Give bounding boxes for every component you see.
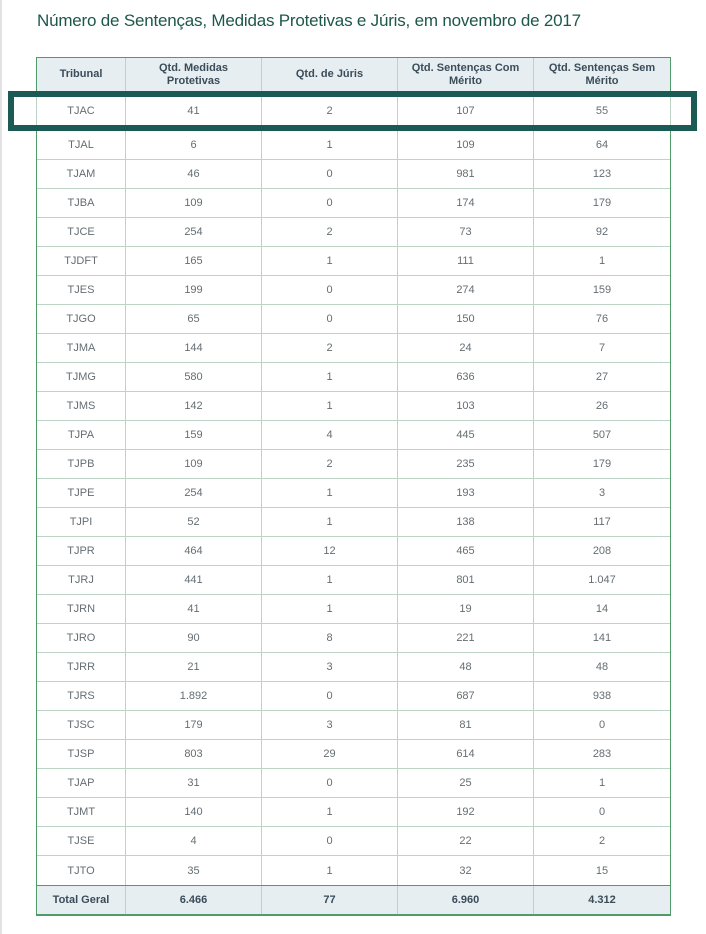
- value-cell: 0: [262, 189, 398, 217]
- table-row: [37, 856, 670, 885]
- table-row: [37, 711, 670, 740]
- value-cell: 29: [262, 740, 398, 768]
- value-cell: 441: [126, 566, 262, 594]
- table-row: [37, 247, 670, 276]
- value-cell: 142: [126, 392, 262, 420]
- value-cell: 179: [126, 711, 262, 739]
- value-cell: 8: [262, 624, 398, 652]
- value-cell: 65: [126, 305, 262, 333]
- tribunal-cell: TJTO: [37, 856, 126, 885]
- value-cell: 165: [126, 247, 262, 275]
- value-cell: 48: [398, 653, 534, 681]
- value-cell: 31: [126, 769, 262, 797]
- value-cell: 1: [262, 595, 398, 623]
- value-cell: 2: [262, 218, 398, 246]
- value-cell: 0: [262, 769, 398, 797]
- value-cell: 580: [126, 363, 262, 391]
- page-edge-line: [0, 0, 2, 934]
- value-cell: 1: [598, 255, 606, 267]
- table-header-row: [36, 57, 671, 91]
- value-cell: 35: [126, 856, 262, 885]
- table-row: [37, 334, 670, 363]
- value-cell: 1: [262, 479, 398, 507]
- value-cell: 1: [262, 131, 398, 159]
- value-cell: 801: [398, 566, 534, 594]
- value-cell: 221: [398, 624, 534, 652]
- value-cell: 1: [262, 363, 398, 391]
- table-row: [37, 798, 670, 827]
- value-cell: 1.892: [126, 682, 262, 710]
- tribunal-cell: TJSC: [37, 711, 126, 739]
- tribunal-cell: TJPE: [37, 479, 126, 507]
- tribunal-cell: TJRS: [37, 682, 126, 710]
- tribunal-cell: TJAP: [37, 769, 126, 797]
- tribunal-cell: TJMA: [37, 334, 126, 362]
- value-cell: 103: [398, 392, 534, 420]
- value-cell: 2: [262, 334, 398, 362]
- value-cell: 0: [598, 719, 606, 731]
- tribunal-cell: TJRN: [37, 595, 126, 623]
- table-row: [37, 160, 670, 189]
- table-row: [37, 595, 670, 624]
- table-row: [37, 479, 670, 508]
- value-cell: 90: [126, 624, 262, 652]
- column-header-tribunal: Tribunal: [37, 58, 126, 91]
- value-cell: 4: [126, 827, 262, 855]
- tribunal-cell: TJGO: [37, 305, 126, 333]
- value-cell: 3: [598, 487, 606, 499]
- value-cell: 1: [598, 777, 606, 789]
- tribunal-cell: TJPI: [37, 508, 126, 536]
- value-cell: 144: [126, 334, 262, 362]
- value-cell: 1.047: [588, 574, 616, 586]
- tribunal-cell: TJPA: [37, 421, 126, 449]
- table-row: [37, 189, 670, 218]
- value-cell: 109: [126, 189, 262, 217]
- value-cell: 140: [126, 798, 262, 826]
- value-cell: 73: [398, 218, 534, 246]
- tribunal-cell: TJRO: [37, 624, 126, 652]
- column-header-juris: Qtd. de Júris: [262, 58, 398, 91]
- value-cell: 2: [262, 97, 398, 125]
- tribunal-cell: TJPR: [37, 537, 126, 565]
- table-row: [37, 624, 670, 653]
- sentencas-table: [36, 57, 671, 916]
- value-cell: 636: [398, 363, 534, 391]
- value-cell: 12: [262, 537, 398, 565]
- highlight-frame-tjac: [8, 91, 697, 131]
- value-cell: 614: [398, 740, 534, 768]
- tribunal-cell: TJES: [37, 276, 126, 304]
- value-cell: 48: [595, 661, 609, 673]
- value-cell: 1: [262, 508, 398, 536]
- table-row: [37, 450, 670, 479]
- value-cell: 274: [398, 276, 534, 304]
- tribunal-cell: TJRJ: [37, 566, 126, 594]
- total-medidas-protetivas: 6.466: [126, 886, 262, 914]
- value-cell: 81: [398, 711, 534, 739]
- value-cell: 52: [126, 508, 262, 536]
- value-cell: 1: [262, 392, 398, 420]
- value-cell: 0: [262, 160, 398, 188]
- value-cell: 64: [595, 139, 609, 151]
- value-cell: 465: [398, 537, 534, 565]
- value-cell: 2: [598, 835, 606, 847]
- total-row: [36, 885, 671, 916]
- column-header-medidas-protetivas: Qtd. Medidas Protetivas: [126, 58, 262, 91]
- value-cell: 24: [398, 334, 534, 362]
- value-cell: 507: [592, 429, 612, 441]
- value-cell: 938: [592, 690, 612, 702]
- value-cell: 445: [398, 421, 534, 449]
- table-row: [37, 421, 670, 450]
- value-cell: 199: [126, 276, 262, 304]
- table-row: [37, 392, 670, 421]
- tribunal-cell: TJAM: [37, 160, 126, 188]
- value-cell: 111: [398, 247, 534, 275]
- value-cell: 803: [126, 740, 262, 768]
- value-cell: 0: [262, 305, 398, 333]
- value-cell: 55: [595, 105, 609, 117]
- value-cell: 981: [398, 160, 534, 188]
- value-cell: 687: [398, 682, 534, 710]
- value-cell: 138: [398, 508, 534, 536]
- value-cell: 179: [592, 197, 612, 209]
- value-cell: 76: [595, 313, 609, 325]
- value-cell: 0: [262, 827, 398, 855]
- tribunal-cell: TJPB: [37, 450, 126, 478]
- value-cell: 174: [398, 189, 534, 217]
- value-cell: 1: [262, 856, 398, 885]
- value-cell: 41: [126, 595, 262, 623]
- value-cell: 19: [398, 595, 534, 623]
- value-cell: 107: [398, 97, 534, 125]
- value-cell: 32: [398, 856, 534, 885]
- value-cell: 46: [126, 160, 262, 188]
- value-cell: 7: [598, 342, 606, 354]
- table-row: [37, 305, 670, 334]
- value-cell: 25: [398, 769, 534, 797]
- tribunal-cell: TJMT: [37, 798, 126, 826]
- value-cell: 41: [126, 97, 262, 125]
- value-cell: 26: [595, 400, 609, 412]
- table-row: [37, 769, 670, 798]
- tribunal-cell: TJSP: [37, 740, 126, 768]
- tribunal-cell: TJAC: [37, 97, 126, 125]
- tribunal-cell: TJSE: [37, 827, 126, 855]
- table-row: [37, 740, 670, 769]
- value-cell: 3: [262, 653, 398, 681]
- total-sentencas-sem-merito: 4.312: [588, 894, 616, 906]
- value-cell: 141: [592, 632, 612, 644]
- table-row: [37, 682, 670, 711]
- highlighted-row: [36, 97, 671, 125]
- table-row: [37, 566, 670, 595]
- table-row: [37, 276, 670, 305]
- value-cell: 208: [592, 545, 612, 557]
- total-sentencas-com-merito: 6.960: [398, 886, 534, 914]
- value-cell: 6: [126, 131, 262, 159]
- value-cell: 15: [595, 864, 609, 877]
- value-cell: 192: [398, 798, 534, 826]
- value-cell: 4: [262, 421, 398, 449]
- tribunal-cell: TJMS: [37, 392, 126, 420]
- total-label: Total Geral: [37, 886, 126, 914]
- column-header-sentencas-com-merito: Qtd. Sentenças Com Mérito: [398, 58, 534, 91]
- table-row: [37, 218, 670, 247]
- value-cell: 3: [262, 711, 398, 739]
- value-cell: 27: [595, 371, 609, 383]
- value-cell: 92: [595, 226, 609, 238]
- value-cell: 1: [262, 247, 398, 275]
- value-cell: 109: [126, 450, 262, 478]
- value-cell: 283: [592, 748, 612, 760]
- value-cell: 21: [126, 653, 262, 681]
- value-cell: 150: [398, 305, 534, 333]
- value-cell: 0: [262, 276, 398, 304]
- value-cell: 0: [262, 682, 398, 710]
- value-cell: 109: [398, 131, 534, 159]
- table-row: [37, 131, 670, 160]
- value-cell: 159: [126, 421, 262, 449]
- value-cell: 1: [262, 566, 398, 594]
- tribunal-cell: TJRR: [37, 653, 126, 681]
- value-cell: 159: [592, 284, 612, 296]
- tribunal-cell: TJAL: [37, 131, 126, 159]
- value-cell: 254: [126, 479, 262, 507]
- value-cell: 179: [592, 458, 612, 470]
- tribunal-cell: TJDFT: [37, 247, 126, 275]
- value-cell: 1: [262, 798, 398, 826]
- value-cell: 0: [598, 806, 606, 818]
- value-cell: 193: [398, 479, 534, 507]
- value-cell: 254: [126, 218, 262, 246]
- tribunal-cell: TJMG: [37, 363, 126, 391]
- table-body: [36, 131, 671, 885]
- value-cell: 22: [398, 827, 534, 855]
- tribunal-cell: TJCE: [37, 218, 126, 246]
- value-cell: 117: [593, 516, 611, 528]
- tribunal-cell: TJBA: [37, 189, 126, 217]
- total-juris: 77: [262, 886, 398, 914]
- value-cell: 14: [595, 603, 609, 615]
- table-row: [37, 508, 670, 537]
- value-cell: 2: [262, 450, 398, 478]
- column-header-sentencas-sem-merito: Qtd. Sentenças Sem Mérito: [548, 62, 656, 87]
- table-row: [37, 363, 670, 392]
- table-row: [37, 827, 670, 856]
- value-cell: 464: [126, 537, 262, 565]
- value-cell: 235: [398, 450, 534, 478]
- page-title: Número de Sentenças, Medidas Protetivas e Júris, em novembro de 2017: [37, 11, 581, 30]
- table-row: [37, 653, 670, 682]
- table-row: [37, 537, 670, 566]
- value-cell: 123: [592, 168, 612, 180]
